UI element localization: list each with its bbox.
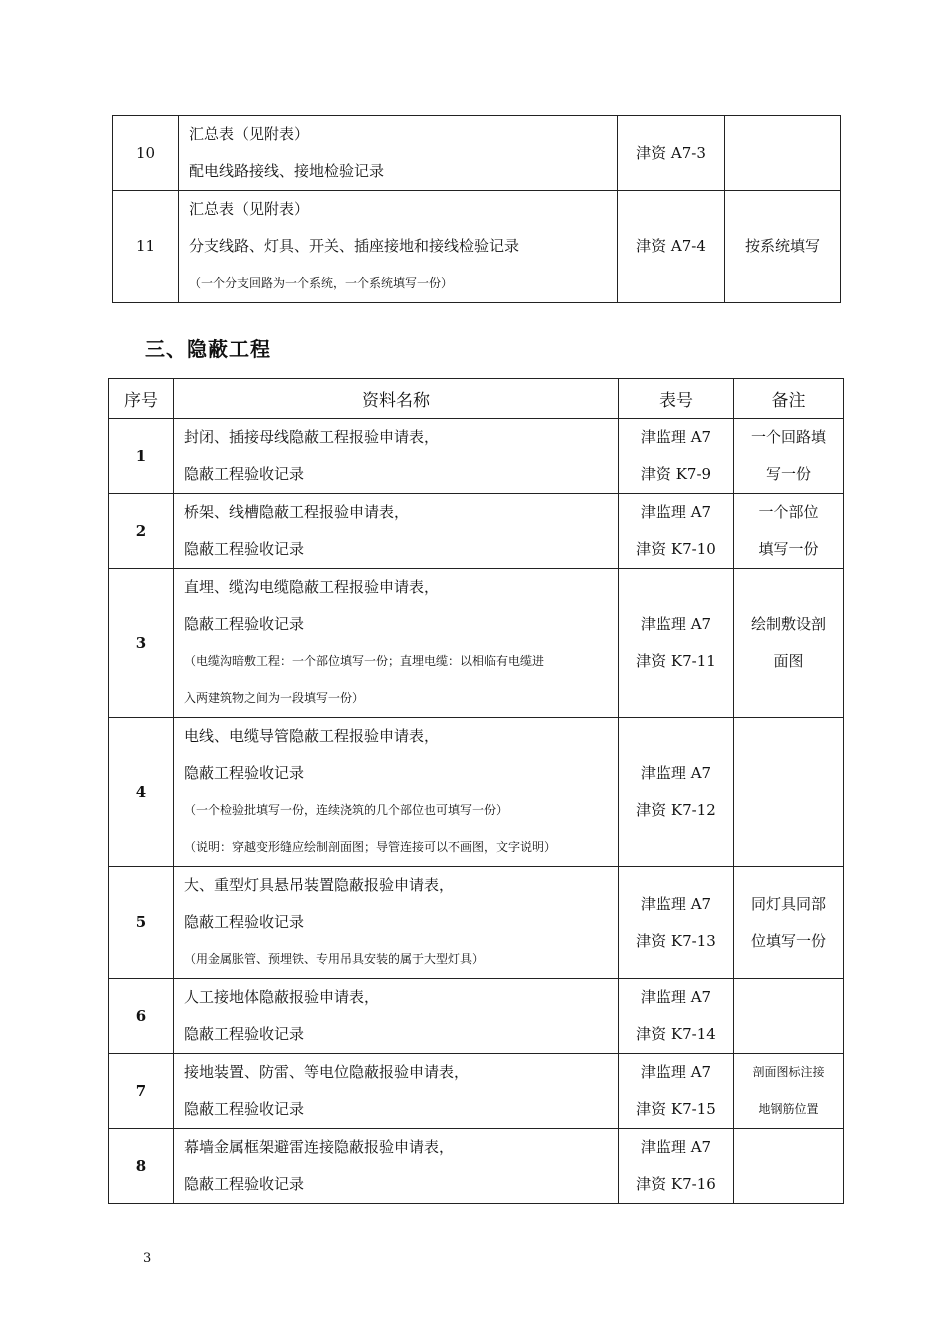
row-form-code: 津资 K7-13 (636, 931, 716, 950)
table-row (109, 867, 844, 979)
row-name-line: 封闭、插接母线隐蔽工程报验申请表， (184, 428, 440, 446)
row-form-code: 津监理 A7 (640, 615, 712, 633)
row-number: 5 (109, 867, 174, 979)
table-header-row (109, 379, 844, 419)
row-number: 7 (109, 1054, 174, 1129)
row-note-line: （用金属胀管、预埋铁、专用吊具安装的属于大型灯具） (184, 952, 485, 966)
row-form-code: 津资 K7-15 (636, 1100, 716, 1118)
row-name-line: 隐蔽工程验收记录 (184, 1175, 305, 1193)
row-form-code: 津资 K7-16 (636, 1175, 716, 1193)
row-form-code-cell (619, 569, 734, 718)
row-name-line: 隐蔽工程验收记录 (184, 1025, 305, 1043)
table-row (109, 1129, 844, 1204)
row-name-line: 隐蔽工程验收记录 (184, 1100, 305, 1118)
row-note-line: （一个分支回路为一个系统，一个系统填写一份） (189, 276, 454, 290)
row-form-code: 津资 K7-14 (636, 1025, 716, 1043)
row-name-cell (174, 867, 619, 979)
row-remark: 地钢筋位置 (758, 1102, 819, 1116)
row-name-cell (174, 419, 619, 494)
row-form-code: 津监理 A7 (640, 1063, 712, 1081)
table-row (109, 718, 844, 867)
row-form-code-cell (619, 867, 734, 979)
section-title: 三、隐蔽工程 (145, 337, 271, 361)
row-form-code-cell (619, 1129, 734, 1204)
row-remark-cell (734, 718, 844, 867)
row-remark: 填写一份 (758, 540, 819, 558)
row-form-code: 津资 A7-3 (618, 116, 725, 191)
row-name-cell (179, 191, 618, 303)
row-remark: 绘制敷设剖 (750, 615, 826, 633)
row-remark-cell (734, 979, 844, 1054)
row-form-code: 津资 K7-10 (636, 540, 716, 558)
summary-table (112, 115, 841, 303)
row-remark (725, 116, 841, 191)
row-remark: 位填写一份 (750, 931, 826, 950)
row-note-line: （电缆沟暗敷工程：一个部位填写一份；直埋电缆：以相临有电缆进 (184, 654, 545, 668)
row-name-line: 分支线路、灯具、开关、插座接地和接线检验记录 (189, 237, 520, 255)
row-name-cell (174, 718, 619, 867)
page-number: 3 (143, 1251, 152, 1266)
table-row (109, 979, 844, 1054)
row-form-code-cell (619, 718, 734, 867)
header-no: 序号 (109, 379, 174, 419)
row-remark-cell (734, 867, 844, 979)
row-note-line: （一个检验批填写一份，连续浇筑的几个部位也可填写一份） (184, 803, 509, 817)
row-number: 6 (109, 979, 174, 1054)
row-number: 11 (113, 191, 179, 303)
row-name-cell (174, 1054, 619, 1129)
row-form-code: 津资 A7-4 (618, 191, 725, 303)
row-name-line: 接地装置、防雷、等电位隐蔽报验申请表， (184, 1063, 470, 1081)
row-number: 4 (109, 718, 174, 867)
row-remark: 按系统填写 (725, 191, 841, 303)
row-number: 8 (109, 1129, 174, 1204)
row-form-code: 津监理 A7 (640, 894, 712, 913)
row-name-line: 直埋、缆沟电缆隐蔽工程报验申请表， (184, 578, 440, 596)
row-name-line: 配电线路接线、接地检验记录 (189, 162, 385, 180)
row-form-code: 津资 K7-12 (636, 801, 716, 819)
table-row (113, 191, 841, 303)
row-remark-cell (734, 569, 844, 718)
header-remark: 备注 (734, 379, 844, 419)
table-row (109, 419, 844, 494)
row-remark-cell (734, 494, 844, 569)
concealed-works-table (108, 378, 844, 1204)
row-remark: 一个部位 (758, 503, 819, 521)
row-form-code: 津资 K7-11 (636, 652, 716, 670)
row-name-line: 隐蔽工程验收记录 (184, 913, 305, 931)
row-remark: 同灯具同部 (750, 894, 826, 913)
row-form-code-cell (619, 979, 734, 1054)
row-number: 2 (109, 494, 174, 569)
table-row (109, 494, 844, 569)
row-remark-cell (734, 1129, 844, 1204)
header-name: 资料名称 (174, 379, 619, 419)
row-remark: 写一份 (765, 465, 811, 483)
row-form-code-cell (619, 419, 734, 494)
row-number: 3 (109, 569, 174, 718)
row-remark: 一个回路填 (750, 428, 826, 446)
row-form-code: 津监理 A7 (640, 1138, 712, 1156)
row-note-line: （说明：穿越变形缝应绘制剖面图；导管连接可以不画图，文字说明） (184, 840, 557, 854)
row-name-line: 人工接地体隐蔽报验申请表， (184, 988, 380, 1006)
row-remark-cell (734, 419, 844, 494)
table-row (109, 1054, 844, 1129)
header-code: 表号 (619, 379, 734, 419)
row-form-code: 津监理 A7 (640, 503, 712, 521)
row-remark: 剖面图标注接 (752, 1065, 825, 1079)
row-name-line: 电线、电缆导管隐蔽工程报验申请表， (184, 727, 440, 745)
row-name-cell (174, 979, 619, 1054)
row-remark-cell (734, 1054, 844, 1129)
row-note-line: 入两建筑物之间为一段填写一份） (184, 691, 365, 705)
row-form-code: 津监理 A7 (640, 764, 712, 782)
row-name-cell (179, 116, 618, 191)
row-form-code-cell (619, 494, 734, 569)
row-name-line: 桥架、线槽隐蔽工程报验申请表， (184, 503, 410, 521)
row-number: 1 (109, 419, 174, 494)
row-form-code: 津监理 A7 (640, 988, 712, 1006)
row-form-code: 津资 K7-9 (640, 465, 712, 483)
row-name-line: 隐蔽工程验收记录 (184, 540, 305, 558)
row-form-code-cell (619, 1054, 734, 1129)
table-row (113, 116, 841, 191)
row-name-line: 大、重型灯具悬吊装置隐蔽报验申请表， (184, 876, 455, 894)
row-form-code: 津监理 A7 (640, 428, 712, 446)
row-name-line: 汇总表（见附表） (189, 125, 310, 143)
table-row (109, 569, 844, 718)
row-remark: 面图 (773, 652, 804, 670)
row-name-cell (174, 569, 619, 718)
row-name-line: 汇总表（见附表） (189, 200, 310, 218)
row-name-cell (174, 1129, 619, 1204)
row-name-line: 幕墙金属框架避雷连接隐蔽报验申请表， (184, 1138, 455, 1156)
row-name-line: 隐蔽工程验收记录 (184, 465, 305, 483)
row-name-cell (174, 494, 619, 569)
row-name-line: 隐蔽工程验收记录 (184, 764, 305, 782)
row-number: 10 (113, 116, 179, 191)
row-name-line: 隐蔽工程验收记录 (184, 615, 305, 633)
